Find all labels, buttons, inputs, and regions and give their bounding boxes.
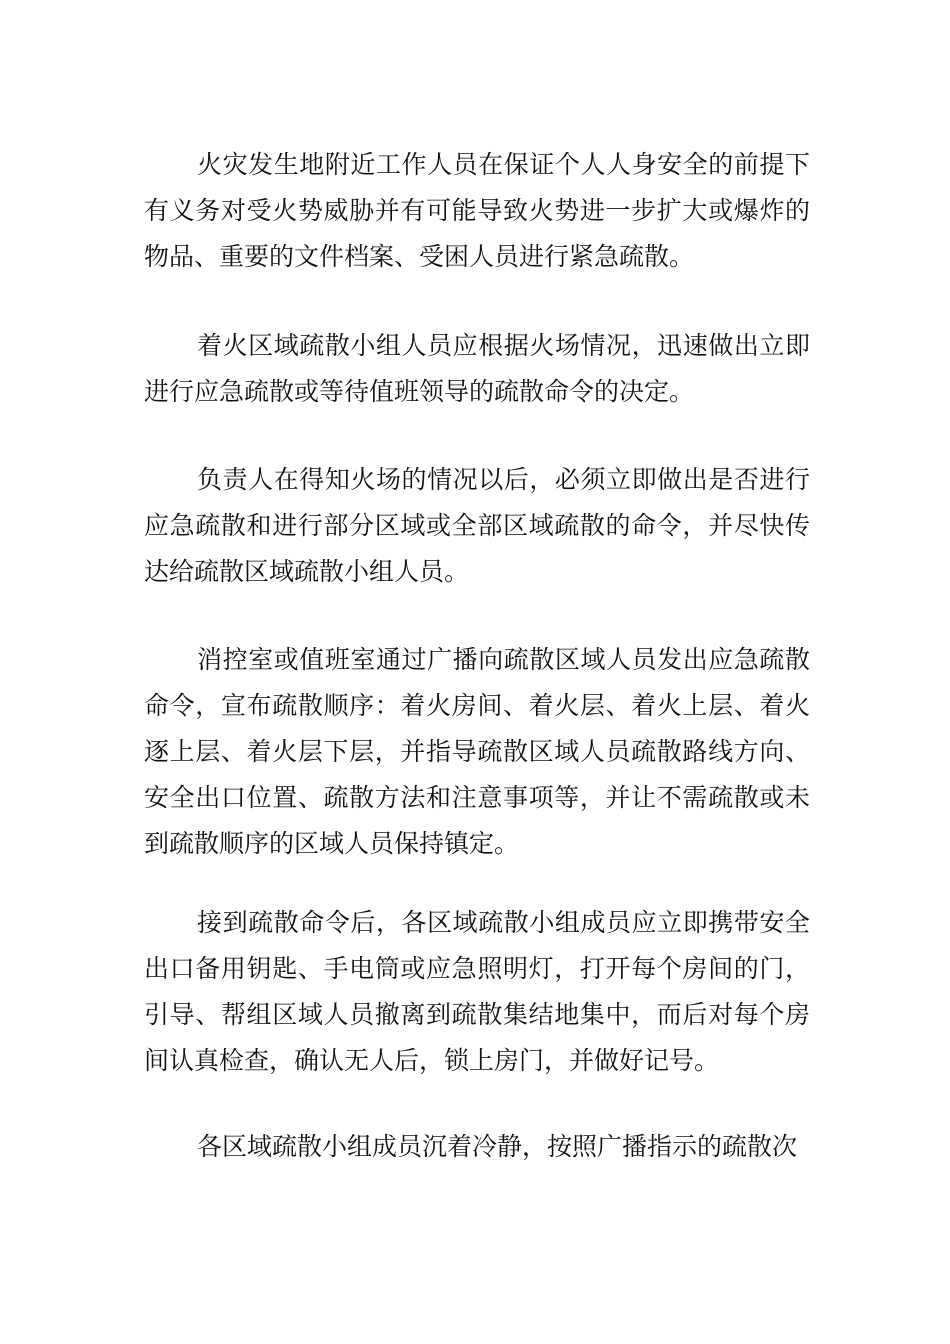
paragraph-team-calm-guidance: 各区域疏散小组成员沉着冷静，按照广播指示的疏散次 — [197, 1132, 798, 1161]
paragraph-fire-site-staff-duty: 火灾发生地附近工作人员在保证个人人身安全的前提下有义务对受火势威胁并有可能导致火势进一步扩大或爆炸的物品、重要的文件档案、受困人员进行紧急疏散。 — [144, 150, 810, 271]
paragraph-leader-evacuation-order: 负责人在得知火场的情况以后，必须立即做出是否进行应急疏散和进行部分区域或全部区域疏散的命令，并尽快传达给疏散区域疏散小组人员。 — [144, 465, 810, 586]
paragraph-area-team-decision: 着火区域疏散小组人员应根据火场情况，迅速做出立即进行应急疏散或等待值班领导的疏散命令的决定。 — [144, 331, 810, 406]
paragraph-team-room-check: 接到疏散命令后，各区域疏散小组成员应立即携带安全出口备用钥匙、手电筒或应急照明灯，打开每个房间的门，引导、帮组区域人员撤离到疏散集结地集中，而后对每个房间认真检查，确认无人后，锁上房门，并做好记号。 — [144, 908, 810, 1075]
paragraph-broadcast-evacuation-order: 消控室或值班室通过广播向疏散区域人员发出应急疏散命令，宣布疏散顺序：着火房间、着火层、着火上层、着火逐上层、着火层下层，并指导疏散区域人员疏散路线方向、安全出口位置、疏散方法和注意事项等，并让不需疏散或未到疏散顺序的区域人员保持镇定。 — [144, 645, 810, 858]
